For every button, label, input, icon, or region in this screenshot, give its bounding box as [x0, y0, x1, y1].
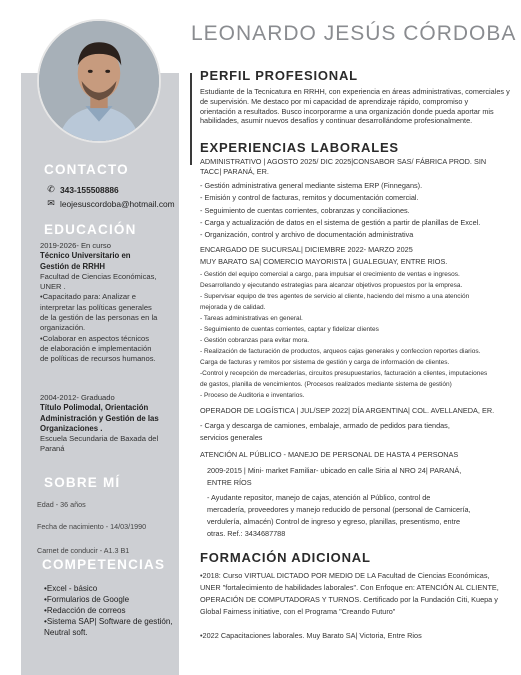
job-heading: OPERADOR DE LOGÍSTICA | JUL/SEP 2022| DÍA ARGENTINA| COL. AVELLANEDA, ER.: [200, 406, 495, 415]
job-bullet: - Gestión cobranzas para evitar mora.: [200, 337, 310, 344]
job-subheading: 2009-2015 | Mini- market Familiar- ubicado en calle Siria al NRO 24| PARANÁ,: [207, 466, 462, 475]
about-age: Edad - 36 años: [37, 500, 86, 509]
job-bullet: Desarrollando y ejecutando estrategias para alcanzar objetivos propuestos por la empresa.: [200, 282, 463, 289]
job-heading: ENCARGADO DE SUCURSAL| DICIEMBRE 2022- MARZO 2025: [200, 245, 413, 254]
skills-heading: COMPETENCIAS: [42, 557, 166, 572]
about-heading: SOBRE MÍ: [44, 475, 121, 490]
education-entry-1: [40, 241, 174, 365]
job-bullet: - Ayudante repositor, manejo de cajas, atención al Público, control de: [207, 493, 431, 502]
job-heading: ADMINISTRATIVO | AGOSTO 2025/ DIC 2025|CONSABOR SAS/ FÁBRICA PROD. SIN: [200, 157, 487, 166]
envelope-icon: ✉: [47, 198, 55, 208]
profile-line: de supervisión. Me destaco por mi capacidad de aprendizaje rápido, compromiso y: [200, 96, 469, 106]
about-birthdate: Fecha de nacimiento - 14/03/1990: [37, 522, 147, 531]
training-line: •2018: Curso VIRTUAL DICTADO POR MEDIO DE LA Facultad de Ciencias Económicas,: [200, 571, 490, 580]
skill-item: •Excel - básico: [44, 584, 98, 593]
skill-item: •Sistema SAP| Software de gestión,: [44, 617, 173, 626]
job-bullet: - Gestión del equipo comercial a cargo, para impulsar el crecimiento de ventas e ingresos.: [200, 271, 460, 278]
job-bullet: - Carga y descarga de camiones, embalaje, armado de pedidos para tiendas,: [200, 421, 450, 430]
education-detail-line: de políticas de recursos humanos.: [40, 354, 156, 364]
job-heading: ATENCIÓN AL PÚBLICO - MANEJO DE PERSONAL DE HASTA 4 PERSONAS: [200, 450, 459, 459]
phone-number: 343-155508886: [60, 184, 119, 195]
profile-text: [200, 87, 520, 126]
job-bullet: mercadería, proveedores y manejo reducido de personal (personal de Carnicería,: [207, 505, 471, 514]
education-period: 2019-2026- En curso: [40, 241, 111, 250]
skills-list: [44, 583, 178, 638]
vertical-divider: [190, 73, 192, 165]
job-heading: TACC| PARANÁ, ER.: [200, 167, 269, 176]
job-bullet: - Organización, control y archivo de documentación administrativa: [200, 230, 414, 239]
skill-item: •Formularios de Google: [44, 595, 130, 604]
job-bullet: - Tareas administrativas en general.: [200, 315, 303, 322]
phone-icon: ✆: [47, 184, 55, 194]
profile-line: orientación a resultados. Busco incorporarme a una organización donde pueda aportar mis: [200, 106, 494, 116]
job-bullet: - Proceso de Auditoria e inventarios.: [200, 392, 305, 399]
job-bullet: Carga de facturas y remitos por sistema de gestión y carga de información de clientes.: [200, 359, 450, 366]
education-entry-2: [40, 393, 174, 455]
education-detail-line: de la gestión de las personas en la: [40, 313, 158, 323]
education-heading: EDUCACIÓN: [44, 222, 137, 237]
candidate-name: LEONARDO JESÚS CÓRDOBA: [191, 22, 517, 45]
about-license: Carnet de conducir - A1.3 B1: [37, 546, 130, 555]
email-row: [45, 198, 175, 209]
education-detail-line: Facultad de Ciencias Económicas,: [40, 271, 157, 281]
contact-heading: CONTACTO: [44, 162, 129, 177]
job-bullet: de gastos, planilla de vencimientos. (Procesos realizados mediante sistema de gestión): [200, 381, 452, 388]
education-detail-line: organización.: [40, 323, 86, 333]
education-detail-line: •Colaborar en aspectos técnicos: [40, 333, 150, 343]
job-bullet: -Control y recepción de mercaderías, circuitos presupuestarios, facturación a clientes, imputaciones: [200, 370, 488, 377]
education-degree-line: Organizaciones .: [40, 423, 103, 433]
profile-heading: PERFIL PROFESIONAL: [200, 68, 358, 83]
training-line: OPERACIÓN DE COMPUTADORAS Y TURNOS. Certificado por la Fundación Citi, Kuepa y: [200, 595, 498, 604]
email-address: leojesuscordoba@hotmail.com: [60, 198, 175, 209]
skill-item: •Redacción de correos: [44, 606, 126, 615]
education-degree-line: Técnico Universitario en: [40, 251, 131, 261]
job-subheading: ENTRE RÍOS: [207, 478, 252, 487]
job-bullet: verdulería, almacén) Control de ingreso y egreso, planillas, presentismo, entre: [207, 517, 461, 526]
education-detail-line: •Capacitado para: Analizar e: [40, 292, 136, 302]
avatar-illustration: [39, 21, 159, 141]
training-line: •2022 Capacitaciones laborales. Muy Barato SA| Victoria, Entre Rios: [200, 631, 422, 640]
education-degree-line: Título Polimodal, Orientación: [40, 403, 149, 413]
job-bullet: - Carga y actualización de datos en el sistema de gestión a partir de planillas de Excel.: [200, 218, 481, 227]
education-degree-line: Administración y Gestión de las: [40, 413, 159, 423]
job-bullet: - Supervisar equipo de tres agentes de servicio al cliente, haciendo del mismo a una atención: [200, 293, 470, 300]
profile-photo: [37, 19, 161, 143]
training-line: Global Fairness initiative, con el Programa "Creando Futuro": [200, 607, 396, 616]
job-bullet: - Seguimiento de cuentas corrientes, captar y fidelizar clientes: [200, 326, 379, 333]
phone-row: [45, 184, 119, 195]
skill-item: Neutral soft.: [44, 628, 88, 637]
job-bullet: - Seguimiento de cuentas corrientes, cobranzas y conciliaciones.: [200, 206, 410, 215]
education-detail-line: UNER .: [40, 282, 66, 292]
education-detail-line: Paraná: [40, 444, 65, 454]
job-bullet: mejorada y de calidad.: [200, 304, 266, 311]
job-bullet: - Realización de facturación de productos, arqueos cajas generales y confeccion reportes diarios.: [200, 348, 481, 355]
education-detail-line: Escuela Secundaria de Baxada del: [40, 434, 159, 444]
education-period: 2004-2012- Graduado: [40, 393, 115, 402]
education-detail-line: interpretar las políticas generales: [40, 302, 152, 312]
training-heading: FORMACIÓN ADICIONAL: [200, 550, 371, 565]
profile-line: habilidades, asumir nuevos desafíos y continuar desarrollándome profesionalmente.: [200, 116, 473, 126]
job-heading: MUY BARATO SA| COMERCIO MAYORISTA | GUALEGUAY, ENTRE RIOS.: [200, 257, 448, 266]
education-detail-line: de elaboración e implementación: [40, 343, 152, 353]
job-bullet: otras. Ref.: 3434687788: [207, 529, 286, 538]
job-bullet: - Emisión y control de facturas, remitos y documentación comercial.: [200, 193, 419, 202]
profile-line: Estudiante de la Tecnicatura en RRHH, con experiencia en áreas administrativas, comerciales y: [200, 87, 510, 96]
education-degree-line: Gestión de RRHH: [40, 261, 105, 271]
job-bullet: servicios generales: [200, 433, 263, 442]
job-bullet: - Gestión administrativa general mediante sistema ERP (Finnegans).: [200, 181, 423, 190]
training-line: UNER "fortalecimiento de habilidades laborales". Con Enfoque en: ATENCIÓN AL CLIENTE,: [200, 583, 499, 592]
experience-heading: EXPERIENCIAS LABORALES: [200, 140, 399, 155]
